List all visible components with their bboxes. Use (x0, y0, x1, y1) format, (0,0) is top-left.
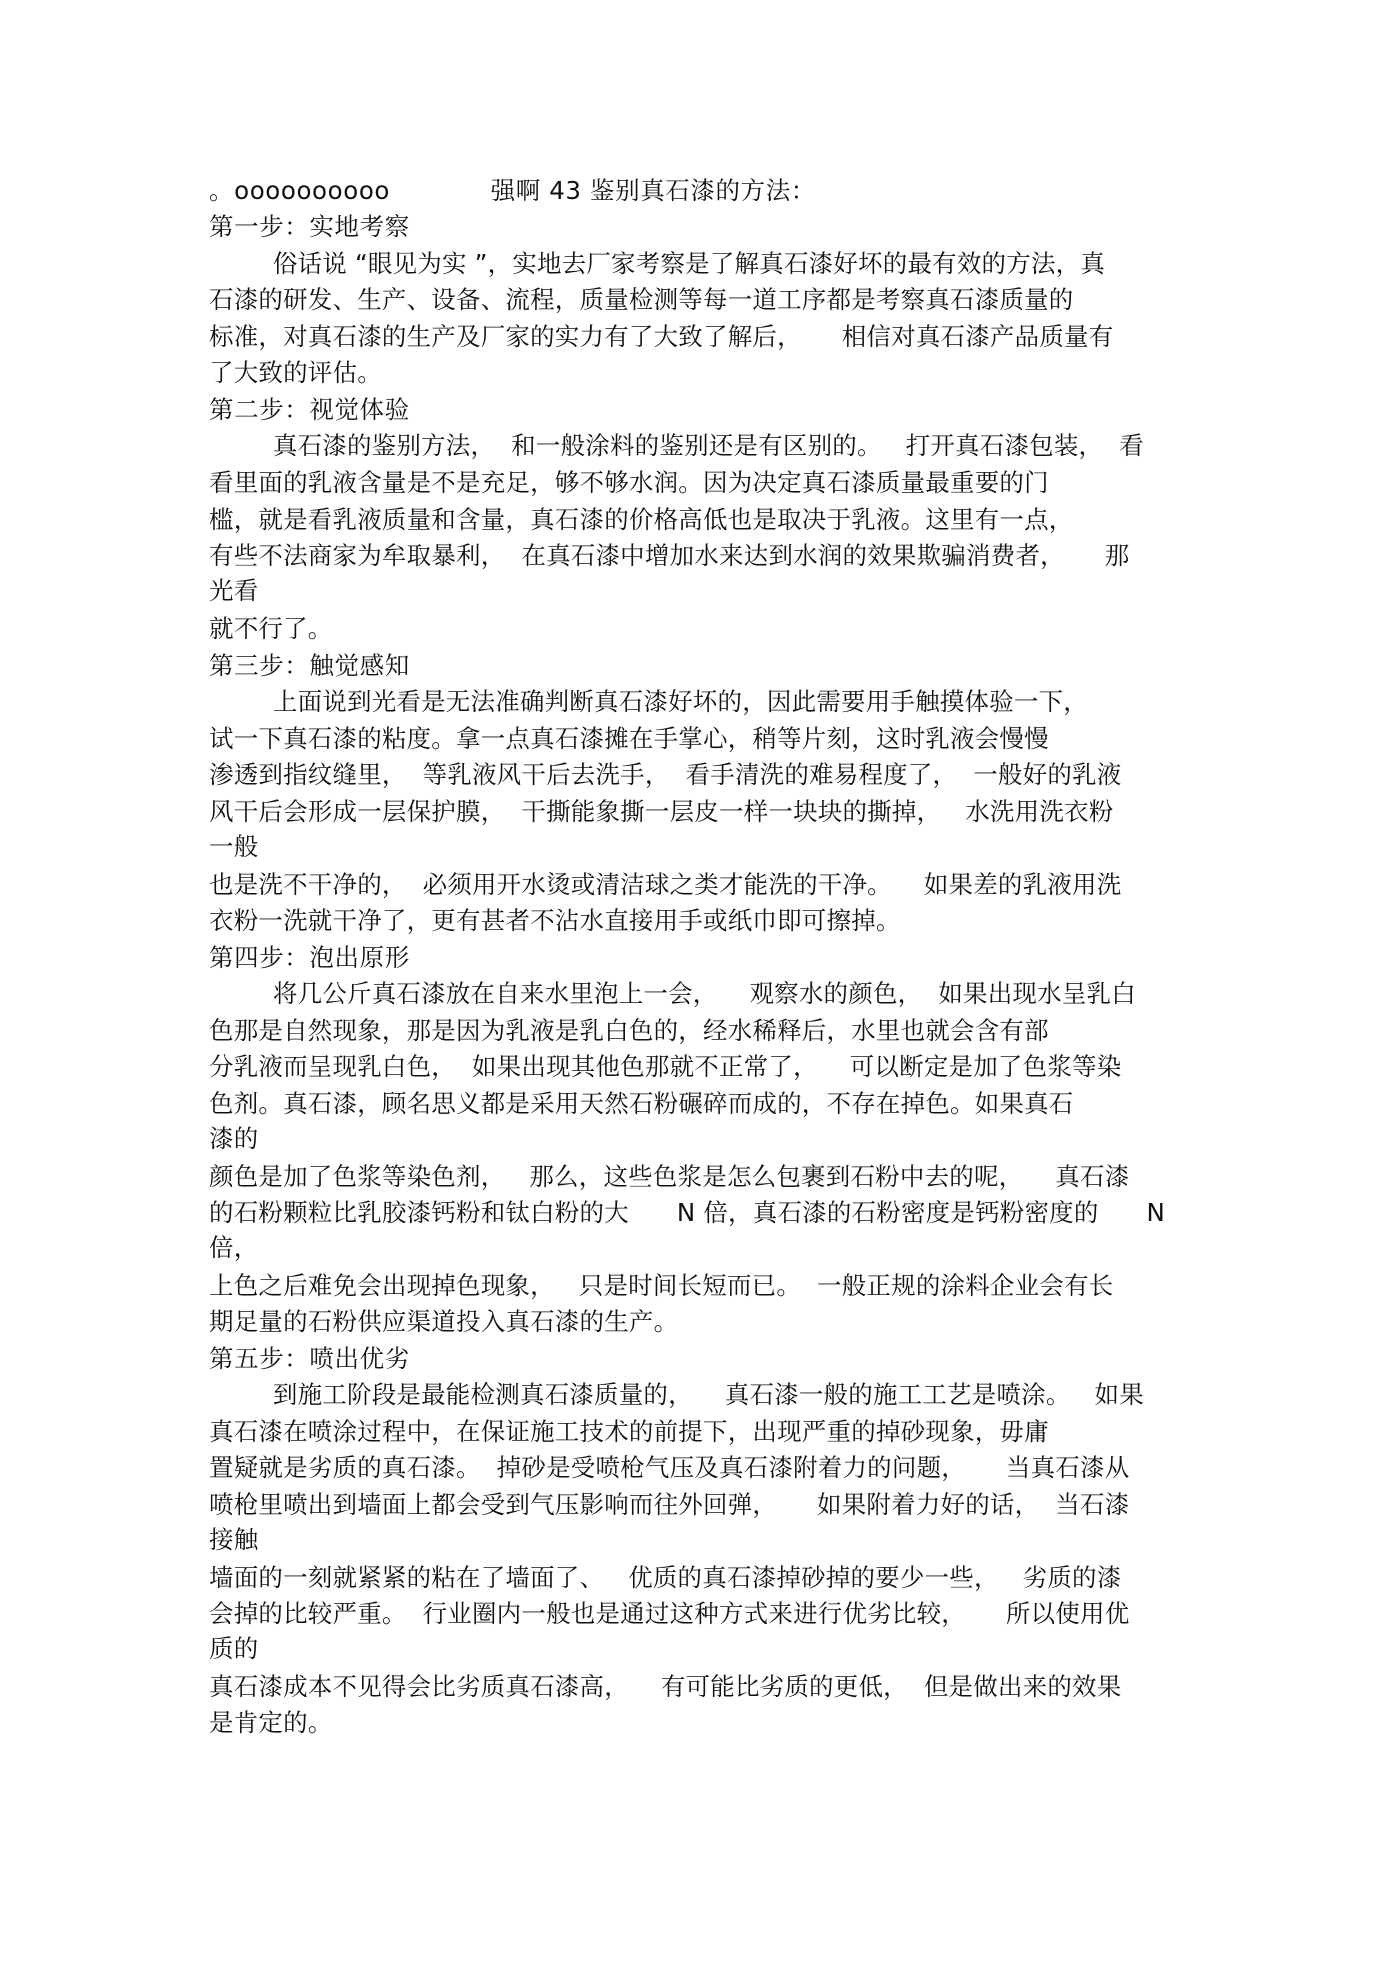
paragraph-line: 到施工阶段是最能检测真石漆质量的， 真石漆一般的施工工艺是喷涂。 如果 (209, 1380, 1144, 1409)
paragraph-line: 石漆的研发、生产、设备、流程，质量检测等每一道工序都是考察真石漆质量的 (209, 285, 1074, 314)
paragraph-line: 槛，就是看乳液质量和含量，真石漆的价格高低也是取决于乳液。这里有一点， (209, 505, 1074, 534)
paragraph-line: 标准，对真石漆的生产及厂家的实力有了大致了解后， 相信对真石漆产品质量有 (209, 322, 1114, 351)
paragraph-line: 的石粉颗粒比乳胶漆钙粉和钛白粉的大 N 倍，真石漆的石粉密度是钙粉密度的 N (209, 1198, 1165, 1227)
paragraph-line: 衣粉一洗就干净了，更有甚者不沾水直接用手或纸巾即可擦掉。 (209, 906, 901, 935)
paragraph-line: 是肯定的。 (209, 1708, 333, 1737)
section-heading: 第二步：视觉体验 (209, 395, 410, 424)
paragraph-line: 了大致的评估。 (209, 358, 382, 387)
paragraph-line: 光看 (209, 576, 259, 605)
paragraph-line: 期足量的石粉供应渠道投入真石漆的生产。 (209, 1307, 679, 1336)
paragraph-line: 色那是自然现象，那是因为乳液是乳白色的，经水稀释后，水里也就会含有部 (209, 1016, 1049, 1045)
paragraph-line: 看里面的乳液含量是不是充足，够不够水润。因为决定真石漆质量最重要的门 (209, 468, 1049, 497)
paragraph-line: 有些不法商家为牟取暴利， 在真石漆中增加水来达到水润的效果欺骗消费者， 那 (209, 541, 1130, 570)
paragraph-line: 真石漆的鉴别方法， 和一般涂料的鉴别还是有区别的。 打开真石漆包装， 看 (209, 431, 1144, 460)
paragraph-line: 试一下真石漆的粘度。拿一点真石漆摊在手掌心，稍等片刻，这时乳液会慢慢 (209, 724, 1049, 753)
section-heading: 第四步：泡出原形 (209, 943, 410, 972)
paragraph-line: 真石漆在喷涂过程中，在保证施工技术的前提下，出现严重的掉砂现象，毋庸 (209, 1417, 1049, 1446)
paragraph-line: 置疑就是劣质的真石漆。 掉砂是受喷枪气压及真石漆附着力的问题， 当真石漆从 (209, 1453, 1130, 1482)
paragraph-line: 漆的 (209, 1124, 259, 1153)
paragraph-line: 上色之后难免会出现掉色现象， 只是时间长短而已。 一般正规的涂料企业会有长 (209, 1271, 1114, 1300)
paragraph-line: 上面说到光看是无法准确判断真石漆好坏的，因此需要用手触摸体验一下， (209, 687, 1088, 716)
paragraph-line: 将几公斤真石漆放在自来水里泡上一会， 观察水的颜色， 如果出现水呈乳白 (209, 979, 1136, 1008)
paragraph-line: 也是洗不干净的， 必须用开水烫或清洁球之类才能洗的干净。 如果差的乳液用洗 (209, 870, 1122, 899)
document-title: 。oooooooooo 强啊 43 鉴别真石漆的方法： (209, 176, 816, 205)
paragraph-line: 质的 (209, 1634, 259, 1663)
paragraph-line: 倍， (209, 1233, 259, 1262)
paragraph-line: 就不行了。 (209, 614, 333, 643)
paragraph-line: 色剂。真石漆，顾名思义都是采用天然石粉碾碎而成的，不存在掉色。如果真石 (209, 1089, 1074, 1118)
paragraph-line: 俗话说 “眼见为实 ”，实地去厂家考察是了解真石漆好坏的最有效的方法，真 (209, 249, 1106, 278)
paragraph-line: 渗透到指纹缝里， 等乳液风干后去洗手， 看手清洗的难易程度了， 一般好的乳液 (209, 760, 1122, 789)
paragraph-line: 真石漆成本不见得会比劣质真石漆高， 有可能比劣质的更低， 但是做出来的效果 (209, 1672, 1122, 1701)
section-heading: 第五步：喷出优劣 (209, 1344, 410, 1373)
paragraph-line: 墙面的一刻就紧紧的粘在了墙面了、 优质的真石漆掉砂掉的要少一些， 劣质的漆 (209, 1563, 1122, 1592)
paragraph-line: 风干后会形成一层保护膜， 干撕能象撕一层皮一样一块块的撕掉， 水洗用洗衣粉 (209, 797, 1114, 826)
paragraph-line: 接触 (209, 1525, 259, 1554)
section-heading: 第一步：实地考察 (209, 212, 410, 241)
section-heading: 第三步：触觉感知 (209, 651, 410, 680)
paragraph-line: 喷枪里喷出到墙面上都会受到气压影响而往外回弹， 如果附着力好的话， 当石漆 (209, 1490, 1130, 1519)
paragraph-line: 分乳液而呈现乳白色， 如果出现其他色那就不正常了， 可以断定是加了色浆等染 (209, 1052, 1122, 1081)
paragraph-line: 会掉的比较严重。 行业圈内一般也是通过这种方式来进行优劣比较， 所以使用优 (209, 1599, 1130, 1628)
paragraph-line: 颜色是加了色浆等染色剂， 那么，这些色浆是怎么包裹到石粉中去的呢， 真石漆 (209, 1162, 1130, 1191)
paragraph-line: 一般 (209, 832, 259, 861)
